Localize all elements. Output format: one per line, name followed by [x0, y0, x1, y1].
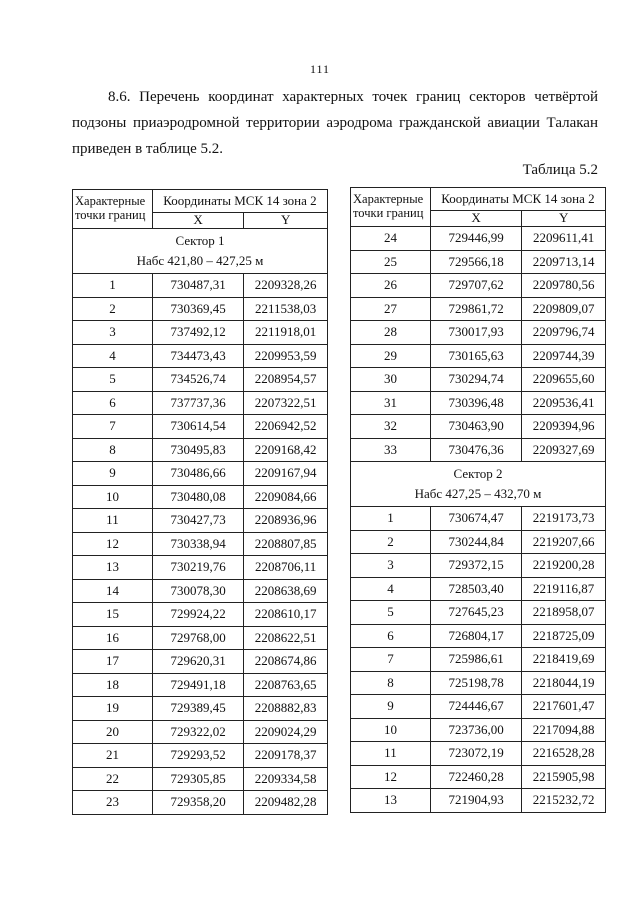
x-coordinate-cell: 729446,99: [430, 227, 521, 251]
y-coordinate-cell: 2219173,73: [522, 507, 606, 531]
x-coordinate-cell: 730486,66: [152, 462, 243, 486]
y-coordinate-cell: 2215905,98: [522, 765, 606, 789]
table-row: [73, 697, 328, 721]
y-coordinate-cell: 2208807,85: [244, 532, 328, 556]
point-number-cell: 28: [351, 321, 431, 345]
y-coordinate-cell: 2209655,60: [522, 368, 606, 392]
x-coordinate-cell: 730480,08: [152, 485, 243, 509]
y-coordinate-cell: 2208954,57: [244, 368, 328, 392]
x-coordinate-cell: 722460,28: [430, 765, 521, 789]
table-row: [73, 603, 328, 627]
point-number-cell: 29: [351, 344, 431, 368]
table-row: [351, 601, 606, 625]
y-coordinate-cell: 2211918,01: [244, 321, 328, 345]
y-coordinate-cell: 2218419,69: [522, 648, 606, 672]
table-row: [73, 532, 328, 556]
point-number-cell: 21: [73, 744, 153, 768]
y-coordinate-cell: 2209327,69: [522, 438, 606, 462]
point-number-cell: 5: [351, 601, 431, 625]
table-row: [351, 438, 606, 462]
coordinates-table-left: [72, 189, 328, 815]
x-coordinate-cell: 730396,48: [430, 391, 521, 415]
point-number-cell: 31: [351, 391, 431, 415]
y-coordinate-cell: 2209178,37: [244, 744, 328, 768]
paragraph-line: 8.6. Перечень координат характерных точек границ секторов четвёртой: [108, 89, 598, 105]
y-coordinate-cell: 2206942,52: [244, 415, 328, 439]
x-coordinate-cell: 729389,45: [152, 697, 243, 721]
points-column-header: Характерные точки границ: [73, 190, 153, 229]
y-coordinate-cell: 2219116,87: [522, 577, 606, 601]
y-coordinate-cell: 2208882,83: [244, 697, 328, 721]
y-coordinate-cell: 2211538,03: [244, 297, 328, 321]
x-coordinate-cell: 724446,67: [430, 695, 521, 719]
point-number-cell: 32: [351, 415, 431, 439]
table-row: [73, 650, 328, 674]
point-number-cell: 9: [351, 695, 431, 719]
point-number-cell: 4: [351, 577, 431, 601]
x-coordinate-cell: 729293,52: [152, 744, 243, 768]
y-coordinate-cell: 2215232,72: [522, 789, 606, 813]
y-coordinate-cell: 2219200,28: [522, 554, 606, 578]
sector-height: Набс 427,25 – 432,70 м: [414, 486, 542, 501]
points-column-header: Характерные точки границ: [351, 188, 431, 227]
coordinates-column-header: Координаты МСК 14 зона 2: [430, 188, 605, 211]
table-row: [351, 554, 606, 578]
x-coordinate-cell: 730219,76: [152, 556, 243, 580]
point-number-cell: 7: [73, 415, 153, 439]
table-row: [73, 744, 328, 768]
point-number-cell: 13: [351, 789, 431, 813]
y-coordinate-cell: 2209796,74: [522, 321, 606, 345]
y-coordinate-cell: 2209482,28: [244, 791, 328, 815]
y-coordinate-cell: 2208638,69: [244, 579, 328, 603]
y-coordinate-cell: 2209744,39: [522, 344, 606, 368]
y-coordinate-cell: 2209084,66: [244, 485, 328, 509]
x-coordinate-cell: 725986,61: [430, 648, 521, 672]
paragraph-line: подзоны приаэродромной территории аэродрома гражданской авиации Талакан: [72, 115, 598, 131]
y-coordinate-cell: 2209168,42: [244, 438, 328, 462]
point-number-cell: 1: [73, 274, 153, 298]
x-coordinate-cell: 729372,15: [430, 554, 521, 578]
x-coordinate-cell: 728503,40: [430, 577, 521, 601]
point-number-cell: 2: [73, 297, 153, 321]
point-number-cell: 33: [351, 438, 431, 462]
point-number-cell: 14: [73, 579, 153, 603]
point-number-cell: 2: [351, 530, 431, 554]
y-coordinate-cell: 2209536,41: [522, 391, 606, 415]
point-number-cell: 13: [73, 556, 153, 580]
table-row: [73, 556, 328, 580]
section-paragraph: [72, 84, 598, 162]
x-coordinate-cell: 730476,36: [430, 438, 521, 462]
table-row: [73, 391, 328, 415]
y-column-header: Y: [522, 211, 606, 227]
x-coordinate-cell: 730078,30: [152, 579, 243, 603]
table-row: [73, 626, 328, 650]
point-number-cell: 10: [73, 485, 153, 509]
sector-row: [73, 229, 328, 274]
x-coordinate-cell: 730463,90: [430, 415, 521, 439]
table-row: [73, 673, 328, 697]
x-coordinate-cell: 734473,43: [152, 344, 243, 368]
y-coordinate-cell: 2209713,14: [522, 250, 606, 274]
table-row: [73, 368, 328, 392]
y-coordinate-cell: 2208763,65: [244, 673, 328, 697]
x-coordinate-cell: 729566,18: [430, 250, 521, 274]
table-row: [73, 344, 328, 368]
table-row: [351, 742, 606, 766]
point-number-cell: 11: [351, 742, 431, 766]
table-row: [351, 695, 606, 719]
sector-title: Сектор 2: [453, 466, 503, 481]
y-coordinate-cell: 2207322,51: [244, 391, 328, 415]
paragraph-line: приведен в таблице 5.2.: [72, 141, 224, 157]
table-row: [351, 391, 606, 415]
table-row: [351, 227, 606, 251]
x-coordinate-cell: 721904,93: [430, 789, 521, 813]
point-number-cell: 27: [351, 297, 431, 321]
x-coordinate-cell: 729322,02: [152, 720, 243, 744]
point-number-cell: 16: [73, 626, 153, 650]
table-row: [73, 767, 328, 791]
y-coordinate-cell: 2219207,66: [522, 530, 606, 554]
y-coordinate-cell: 2209394,96: [522, 415, 606, 439]
table-row: [351, 789, 606, 813]
point-number-cell: 5: [73, 368, 153, 392]
sector-height: Набс 421,80 – 427,25 м: [136, 253, 264, 268]
point-number-cell: 4: [73, 344, 153, 368]
table-caption: Таблица 5.2: [522, 162, 598, 178]
x-coordinate-cell: 730244,84: [430, 530, 521, 554]
x-coordinate-cell: 737737,36: [152, 391, 243, 415]
table-row: [73, 509, 328, 533]
x-coordinate-cell: 730495,83: [152, 438, 243, 462]
point-number-cell: 6: [351, 624, 431, 648]
x-coordinate-cell: 730294,74: [430, 368, 521, 392]
x-coordinate-cell: 729491,18: [152, 673, 243, 697]
x-coordinate-cell: 729358,20: [152, 791, 243, 815]
point-number-cell: 1: [351, 507, 431, 531]
table-row: [73, 274, 328, 298]
x-coordinate-cell: 723072,19: [430, 742, 521, 766]
y-coordinate-cell: 2208936,96: [244, 509, 328, 533]
point-number-cell: 11: [73, 509, 153, 533]
table-row: [351, 577, 606, 601]
point-number-cell: 23: [73, 791, 153, 815]
table-row: [351, 250, 606, 274]
y-coordinate-cell: 2208622,51: [244, 626, 328, 650]
y-coordinate-cell: 2209809,07: [522, 297, 606, 321]
point-number-cell: 8: [73, 438, 153, 462]
x-coordinate-cell: 730165,63: [430, 344, 521, 368]
table-row: [351, 297, 606, 321]
point-number-cell: 19: [73, 697, 153, 721]
point-number-cell: 6: [73, 391, 153, 415]
x-coordinate-cell: 729768,00: [152, 626, 243, 650]
table-row: [351, 274, 606, 298]
x-coordinate-cell: 729305,85: [152, 767, 243, 791]
point-number-cell: 3: [73, 321, 153, 345]
coordinates-table-right: [350, 187, 606, 813]
table-row: [73, 791, 328, 815]
x-coordinate-cell: 730614,54: [152, 415, 243, 439]
sector-title: Сектор 1: [175, 233, 225, 248]
y-coordinate-cell: 2217601,47: [522, 695, 606, 719]
x-coordinate-cell: 729924,22: [152, 603, 243, 627]
y-coordinate-cell: 2218044,19: [522, 671, 606, 695]
point-number-cell: 3: [351, 554, 431, 578]
x-coordinate-cell: 730487,31: [152, 274, 243, 298]
point-number-cell: 26: [351, 274, 431, 298]
x-column-header: X: [430, 211, 521, 227]
y-coordinate-cell: 2216528,28: [522, 742, 606, 766]
y-coordinate-cell: 2209953,59: [244, 344, 328, 368]
y-coordinate-cell: 2208706,11: [244, 556, 328, 580]
point-number-cell: 8: [351, 671, 431, 695]
y-coordinate-cell: 2217094,88: [522, 718, 606, 742]
y-coordinate-cell: 2218958,07: [522, 601, 606, 625]
x-column-header: X: [152, 213, 243, 229]
x-coordinate-cell: 730427,73: [152, 509, 243, 533]
table-row: [73, 579, 328, 603]
y-coordinate-cell: 2209611,41: [522, 227, 606, 251]
y-coordinate-cell: 2218725,09: [522, 624, 606, 648]
table-row: [73, 720, 328, 744]
x-coordinate-cell: 730017,93: [430, 321, 521, 345]
x-coordinate-cell: 725198,78: [430, 671, 521, 695]
x-coordinate-cell: 729861,72: [430, 297, 521, 321]
x-coordinate-cell: 730338,94: [152, 532, 243, 556]
point-number-cell: 17: [73, 650, 153, 674]
x-coordinate-cell: 723736,00: [430, 718, 521, 742]
table-row: [351, 530, 606, 554]
point-number-cell: 25: [351, 250, 431, 274]
point-number-cell: 9: [73, 462, 153, 486]
point-number-cell: 10: [351, 718, 431, 742]
x-coordinate-cell: 727645,23: [430, 601, 521, 625]
y-coordinate-cell: 2209167,94: [244, 462, 328, 486]
table-row: [351, 765, 606, 789]
table-row: [351, 368, 606, 392]
y-coordinate-cell: 2208610,17: [244, 603, 328, 627]
point-number-cell: 18: [73, 673, 153, 697]
table-row: [73, 485, 328, 509]
table-row: [73, 462, 328, 486]
table-row: [73, 297, 328, 321]
table-row: [351, 344, 606, 368]
y-coordinate-cell: 2209780,56: [522, 274, 606, 298]
x-coordinate-cell: 730674,47: [430, 507, 521, 531]
page-number: 111: [309, 62, 331, 76]
point-number-cell: 15: [73, 603, 153, 627]
x-coordinate-cell: 730369,45: [152, 297, 243, 321]
point-number-cell: 12: [351, 765, 431, 789]
coordinates-column-header: Координаты МСК 14 зона 2: [152, 190, 327, 213]
table-row: [73, 415, 328, 439]
x-coordinate-cell: 734526,74: [152, 368, 243, 392]
x-coordinate-cell: 729620,31: [152, 650, 243, 674]
sector-row: [351, 462, 606, 507]
point-number-cell: 7: [351, 648, 431, 672]
table-row: [351, 507, 606, 531]
table-row: [351, 624, 606, 648]
table-row: [351, 321, 606, 345]
point-number-cell: 30: [351, 368, 431, 392]
table-row: [351, 648, 606, 672]
x-coordinate-cell: 726804,17: [430, 624, 521, 648]
x-coordinate-cell: 729707,62: [430, 274, 521, 298]
point-number-cell: 22: [73, 767, 153, 791]
table-row: [73, 438, 328, 462]
y-coordinate-cell: 2209328,26: [244, 274, 328, 298]
point-number-cell: 24: [351, 227, 431, 251]
y-coordinate-cell: 2209334,58: [244, 767, 328, 791]
point-number-cell: 20: [73, 720, 153, 744]
x-coordinate-cell: 737492,12: [152, 321, 243, 345]
point-number-cell: 12: [73, 532, 153, 556]
table-row: [351, 718, 606, 742]
table-row: [351, 671, 606, 695]
table-row: [73, 321, 328, 345]
y-column-header: Y: [244, 213, 328, 229]
y-coordinate-cell: 2208674,86: [244, 650, 328, 674]
table-row: [351, 415, 606, 439]
y-coordinate-cell: 2209024,29: [244, 720, 328, 744]
